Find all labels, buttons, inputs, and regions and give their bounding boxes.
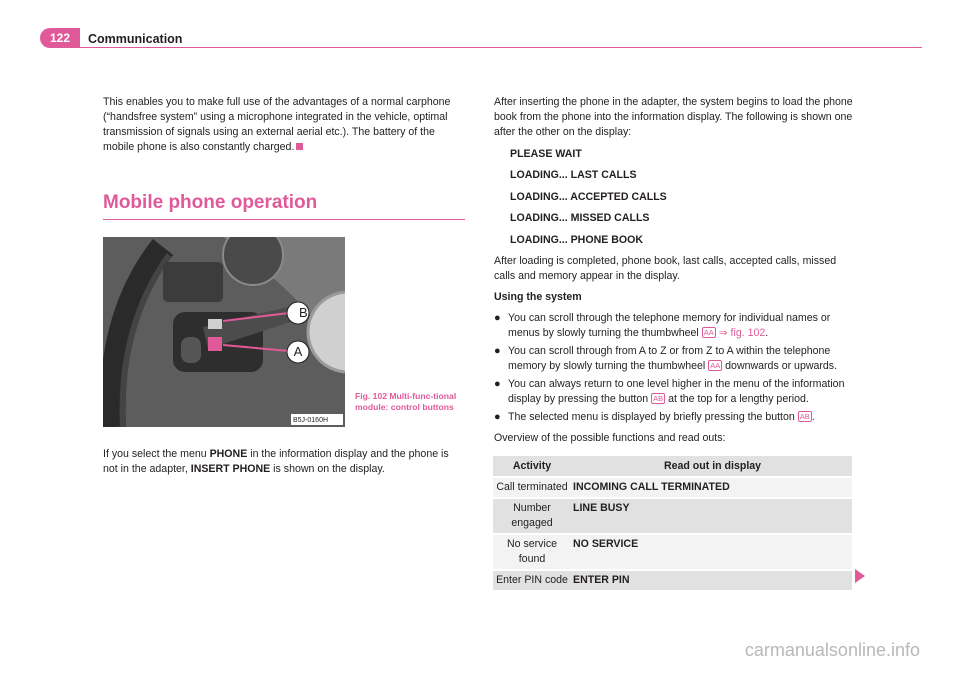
loading-complete-paragraph: After loading is completed, phone book, last calls, accepted calls, missed calls and memory appear in the display. xyxy=(494,254,837,282)
bullet-icon: ● xyxy=(494,344,501,357)
figure-label-b: B xyxy=(299,305,308,320)
phone-menu-paragraph xyxy=(103,447,465,477)
bullet-text-end: . xyxy=(765,326,769,339)
chapter-title: Communication xyxy=(88,32,183,46)
display-message: LOADING... MISSED CALLS xyxy=(510,212,650,224)
section-heading: Mobile phone operation xyxy=(103,190,465,220)
continue-arrow-icon xyxy=(855,569,865,583)
insert-phone-message: INSERT PHONE xyxy=(190,463,271,475)
functions-table xyxy=(493,456,852,590)
loading-intro-paragraph: After inserting the phone in the adapter, the system begins to load the phone book from the phone into the information display. The following is shown one after the other on the display: xyxy=(494,96,853,138)
bullet-icon: ● xyxy=(494,311,501,324)
bullet-text: The selected menu is displayed by briefly pressing the button xyxy=(508,410,798,423)
bullet-item xyxy=(494,311,854,341)
activity-cell: Number engaged xyxy=(511,502,553,529)
bullet-text: You can scroll through from A to Z or from Z to A within the telephone memory by slowly turning the thumbwheel xyxy=(508,344,831,372)
readout-cell: NO SERVICE xyxy=(573,538,639,550)
column-header-readout: Read out in display xyxy=(663,460,762,472)
using-system-heading: Using the system xyxy=(494,290,582,303)
bullet-text: You can scroll through the telephone memory for individual names or menus by slowly turning the thumbwheel xyxy=(508,311,831,339)
bullet-icon: ● xyxy=(494,377,501,390)
phone-text-mid: in the information display and the phone is not in the adapter, xyxy=(103,448,449,475)
table-row xyxy=(493,571,852,590)
phone-menu-name: PHONE xyxy=(209,448,248,460)
button-key-icon: AB xyxy=(799,411,810,421)
readout-cell: INCOMING CALL TERMINATED xyxy=(573,481,730,493)
intro-paragraph xyxy=(103,95,465,155)
figure-reference-link[interactable]: ⇒ fig. 102 xyxy=(718,326,766,339)
display-message: LOADING... LAST CALLS xyxy=(510,169,637,181)
table-row xyxy=(493,535,852,569)
activity-cell: Enter PIN code xyxy=(496,574,568,586)
bullet-text-end: downwards or upwards. xyxy=(722,359,838,372)
display-message: LOADING... ACCEPTED CALLS xyxy=(510,190,667,203)
table-row xyxy=(493,478,852,497)
figure-code: B5J-0160H xyxy=(293,417,329,424)
bullet-item xyxy=(494,377,854,407)
bullet-text-end: at the top for a lengthy period. xyxy=(665,392,809,405)
figure-caption: Fig. 102 Multi-func-tional module: control buttons xyxy=(355,391,457,412)
bullet-icon: ● xyxy=(494,410,501,423)
header-rule xyxy=(80,47,922,48)
right-column xyxy=(494,95,854,446)
section-end-mark xyxy=(296,143,303,150)
page-number: 122 xyxy=(40,28,80,48)
steering-column-illustration xyxy=(103,237,345,427)
intro-text: This enables you to make full use of the advantages of a normal carphone (“handsfree system” using a microphone integrated in the vehicle, optimal transmission of signals using an external aerial etc.). The battery of the mobile phone is also constantly charged. xyxy=(103,96,451,153)
bullet-item xyxy=(494,410,854,425)
activity-cell: Call terminated xyxy=(496,481,568,493)
activity-cell: No service found xyxy=(506,538,558,565)
readout-cell: ENTER PIN xyxy=(573,574,630,586)
display-message: LOADING... PHONE BOOK xyxy=(510,233,644,246)
bullet-item xyxy=(494,344,854,374)
table-row xyxy=(493,499,852,533)
button-key-icon: AB xyxy=(653,393,664,403)
bullet-text-end: . xyxy=(811,410,815,423)
watermark: carmanualsonline.info xyxy=(744,640,920,660)
overview-paragraph: Overview of the possible functions and read outs: xyxy=(494,431,726,444)
column-header-activity: Activity xyxy=(512,460,552,472)
readout-cell: LINE BUSY xyxy=(573,502,630,514)
display-message: PLEASE WAIT xyxy=(510,147,582,160)
figure-label-a: A xyxy=(293,344,303,359)
bullet-text: You can always return to one level higher in the menu of the information display by pressing the button xyxy=(508,377,845,405)
button-key-icon: AA xyxy=(703,327,714,337)
phone-text-post: is shown on the display. xyxy=(270,463,385,475)
button-key-icon: AA xyxy=(710,360,721,370)
table-header xyxy=(493,456,852,476)
phone-text-pre: If you select the menu xyxy=(103,448,210,460)
multifunction-module-figure xyxy=(103,237,345,427)
